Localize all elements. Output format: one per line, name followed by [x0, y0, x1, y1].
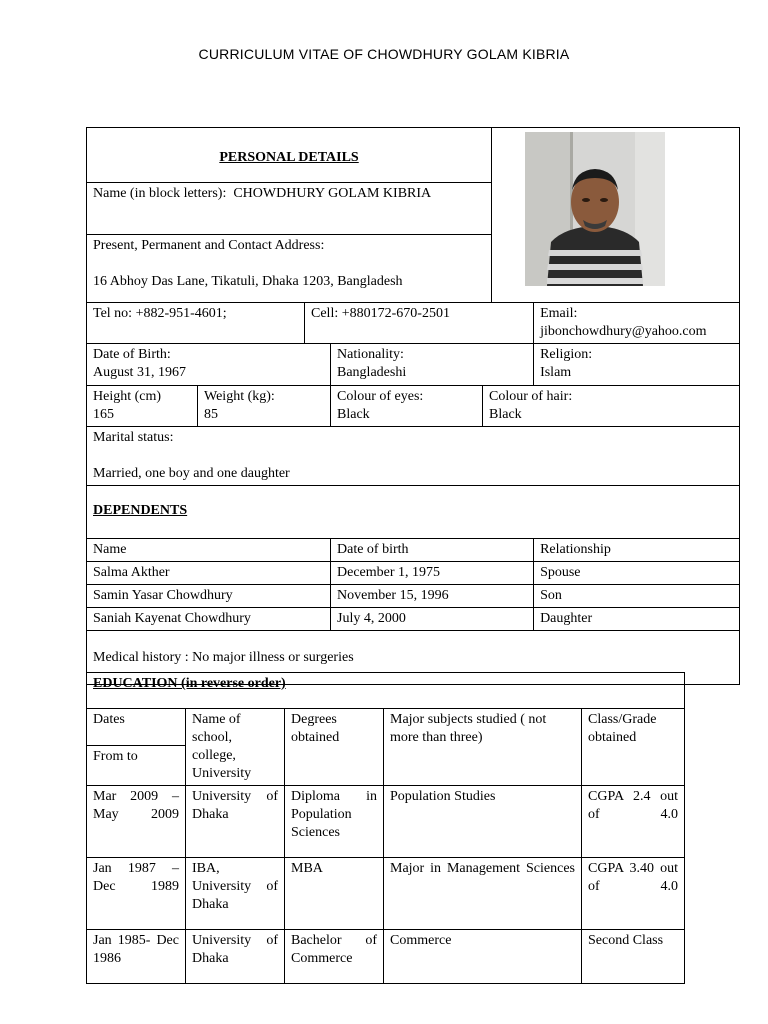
education-dates: Jan 1987 – Dec 1989 — [87, 858, 186, 930]
education-header-row — [87, 709, 685, 746]
height-label: Height (cm) — [93, 389, 162, 404]
height-value: 165 — [93, 407, 114, 422]
nationality-value: Bangladeshi — [337, 365, 407, 380]
education-header-grade: Class/Grade obtained — [582, 709, 685, 786]
cell-value: Cell: +880172-670-2501 — [311, 306, 450, 321]
name-label: Name (in block letters): — [93, 186, 227, 201]
religion-value: Islam — [540, 365, 572, 380]
photo-cell — [492, 128, 740, 303]
education-table — [86, 672, 685, 984]
table-row — [87, 608, 740, 631]
table-row — [87, 930, 685, 984]
dependents-header-dob: Date of birth — [331, 539, 534, 562]
marital-status-label: Marital status: — [93, 430, 174, 445]
religion-label: Religion: — [540, 347, 593, 362]
dependents-header-row — [87, 539, 740, 562]
document-title: CURRICULUM VITAE OF CHOWDHURY GOLAM KIBRIA — [198, 46, 570, 62]
table-row — [87, 585, 740, 608]
dependent-dob: July 4, 2000 — [331, 608, 534, 631]
personal-details-table — [86, 127, 740, 685]
medical-history: Medical history : No major illness or surgeries — [93, 649, 354, 665]
dependent-name: Salma Akther — [87, 562, 331, 585]
education-grade: CGPA 2.4 out of 4.0 — [582, 786, 685, 858]
education-header-from-to: From to — [87, 746, 186, 786]
dependent-relationship: Daughter — [534, 608, 740, 631]
education-header-school: Name of school, college, University — [186, 709, 285, 786]
education-grade: CGPA 3.40 out of 4.0 — [582, 858, 685, 930]
education-subjects: Population Studies — [384, 786, 582, 858]
education-subjects: Major in Management Sciences — [384, 858, 582, 930]
education-dates: Jan 1985- Dec 1986 — [87, 930, 186, 984]
weight-label: Weight (kg): — [204, 389, 275, 404]
education-school: University of Dhaka — [186, 786, 285, 858]
table-row — [87, 562, 740, 585]
personal-details-heading: PERSONAL DETAILS — [219, 150, 359, 165]
dependent-relationship: Spouse — [534, 562, 740, 585]
dependent-dob: December 1, 1975 — [331, 562, 534, 585]
profile-photo — [525, 132, 665, 286]
education-header-dates: Dates — [87, 709, 186, 746]
email-cell — [534, 303, 740, 344]
dependent-name: Saniah Kayenat Chowdhury — [87, 608, 331, 631]
table-row — [87, 858, 685, 930]
dob-value: August 31, 1967 — [93, 365, 186, 380]
name-value: CHOWDHURY GOLAM KIBRIA — [233, 186, 432, 201]
nationality-label: Nationality: — [337, 347, 404, 362]
hair-colour-label: Colour of hair: — [489, 389, 573, 404]
cell-phone-cell — [305, 303, 534, 344]
education-school: University of Dhaka — [186, 930, 285, 984]
profile-photo-image — [525, 132, 665, 286]
hair-colour-value: Black — [489, 407, 522, 422]
education-degree: Diploma in Population Sciences — [285, 786, 384, 858]
address-value: 16 Abhoy Das Lane, Tikatuli, Dhaka 1203, Bangladesh — [93, 274, 403, 289]
dependent-relationship: Son — [534, 585, 740, 608]
education-heading: EDUCATION (in reverse order) — [93, 676, 286, 691]
education-degree: Bachelor of Commerce — [285, 930, 384, 984]
education-grade: Second Class — [582, 930, 685, 984]
eye-colour-value: Black — [337, 407, 370, 422]
dob-label: Date of Birth: — [93, 347, 171, 362]
table-row — [87, 786, 685, 858]
tel-cell — [87, 303, 305, 344]
dependents-heading: DEPENDENTS — [93, 503, 188, 518]
weight-value: 85 — [204, 407, 218, 422]
address-label: Present, Permanent and Contact Address: — [93, 238, 325, 253]
education-subjects: Commerce — [384, 930, 582, 984]
dependents-header-relationship: Relationship — [534, 539, 740, 562]
education-dates: Mar 2009 – May 2009 — [87, 786, 186, 858]
email-value: Email: jibonchowdhury@yahoo.com — [540, 306, 707, 339]
education-header-degree: Degrees obtained — [285, 709, 384, 786]
eye-colour-label: Colour of eyes: — [337, 389, 424, 404]
education-school: IBA, University of Dhaka — [186, 858, 285, 930]
dependent-name: Samin Yasar Chowdhury — [87, 585, 331, 608]
tel-value: Tel no: +882-951-4601; — [93, 306, 227, 321]
marital-status-value: Married, one boy and one daughter — [93, 466, 290, 481]
education-header-subjects: Major subjects studied ( not more than three) — [384, 709, 582, 786]
education-degree: MBA — [285, 858, 384, 930]
dependents-header-name: Name — [87, 539, 331, 562]
dependent-dob: November 15, 1996 — [331, 585, 534, 608]
